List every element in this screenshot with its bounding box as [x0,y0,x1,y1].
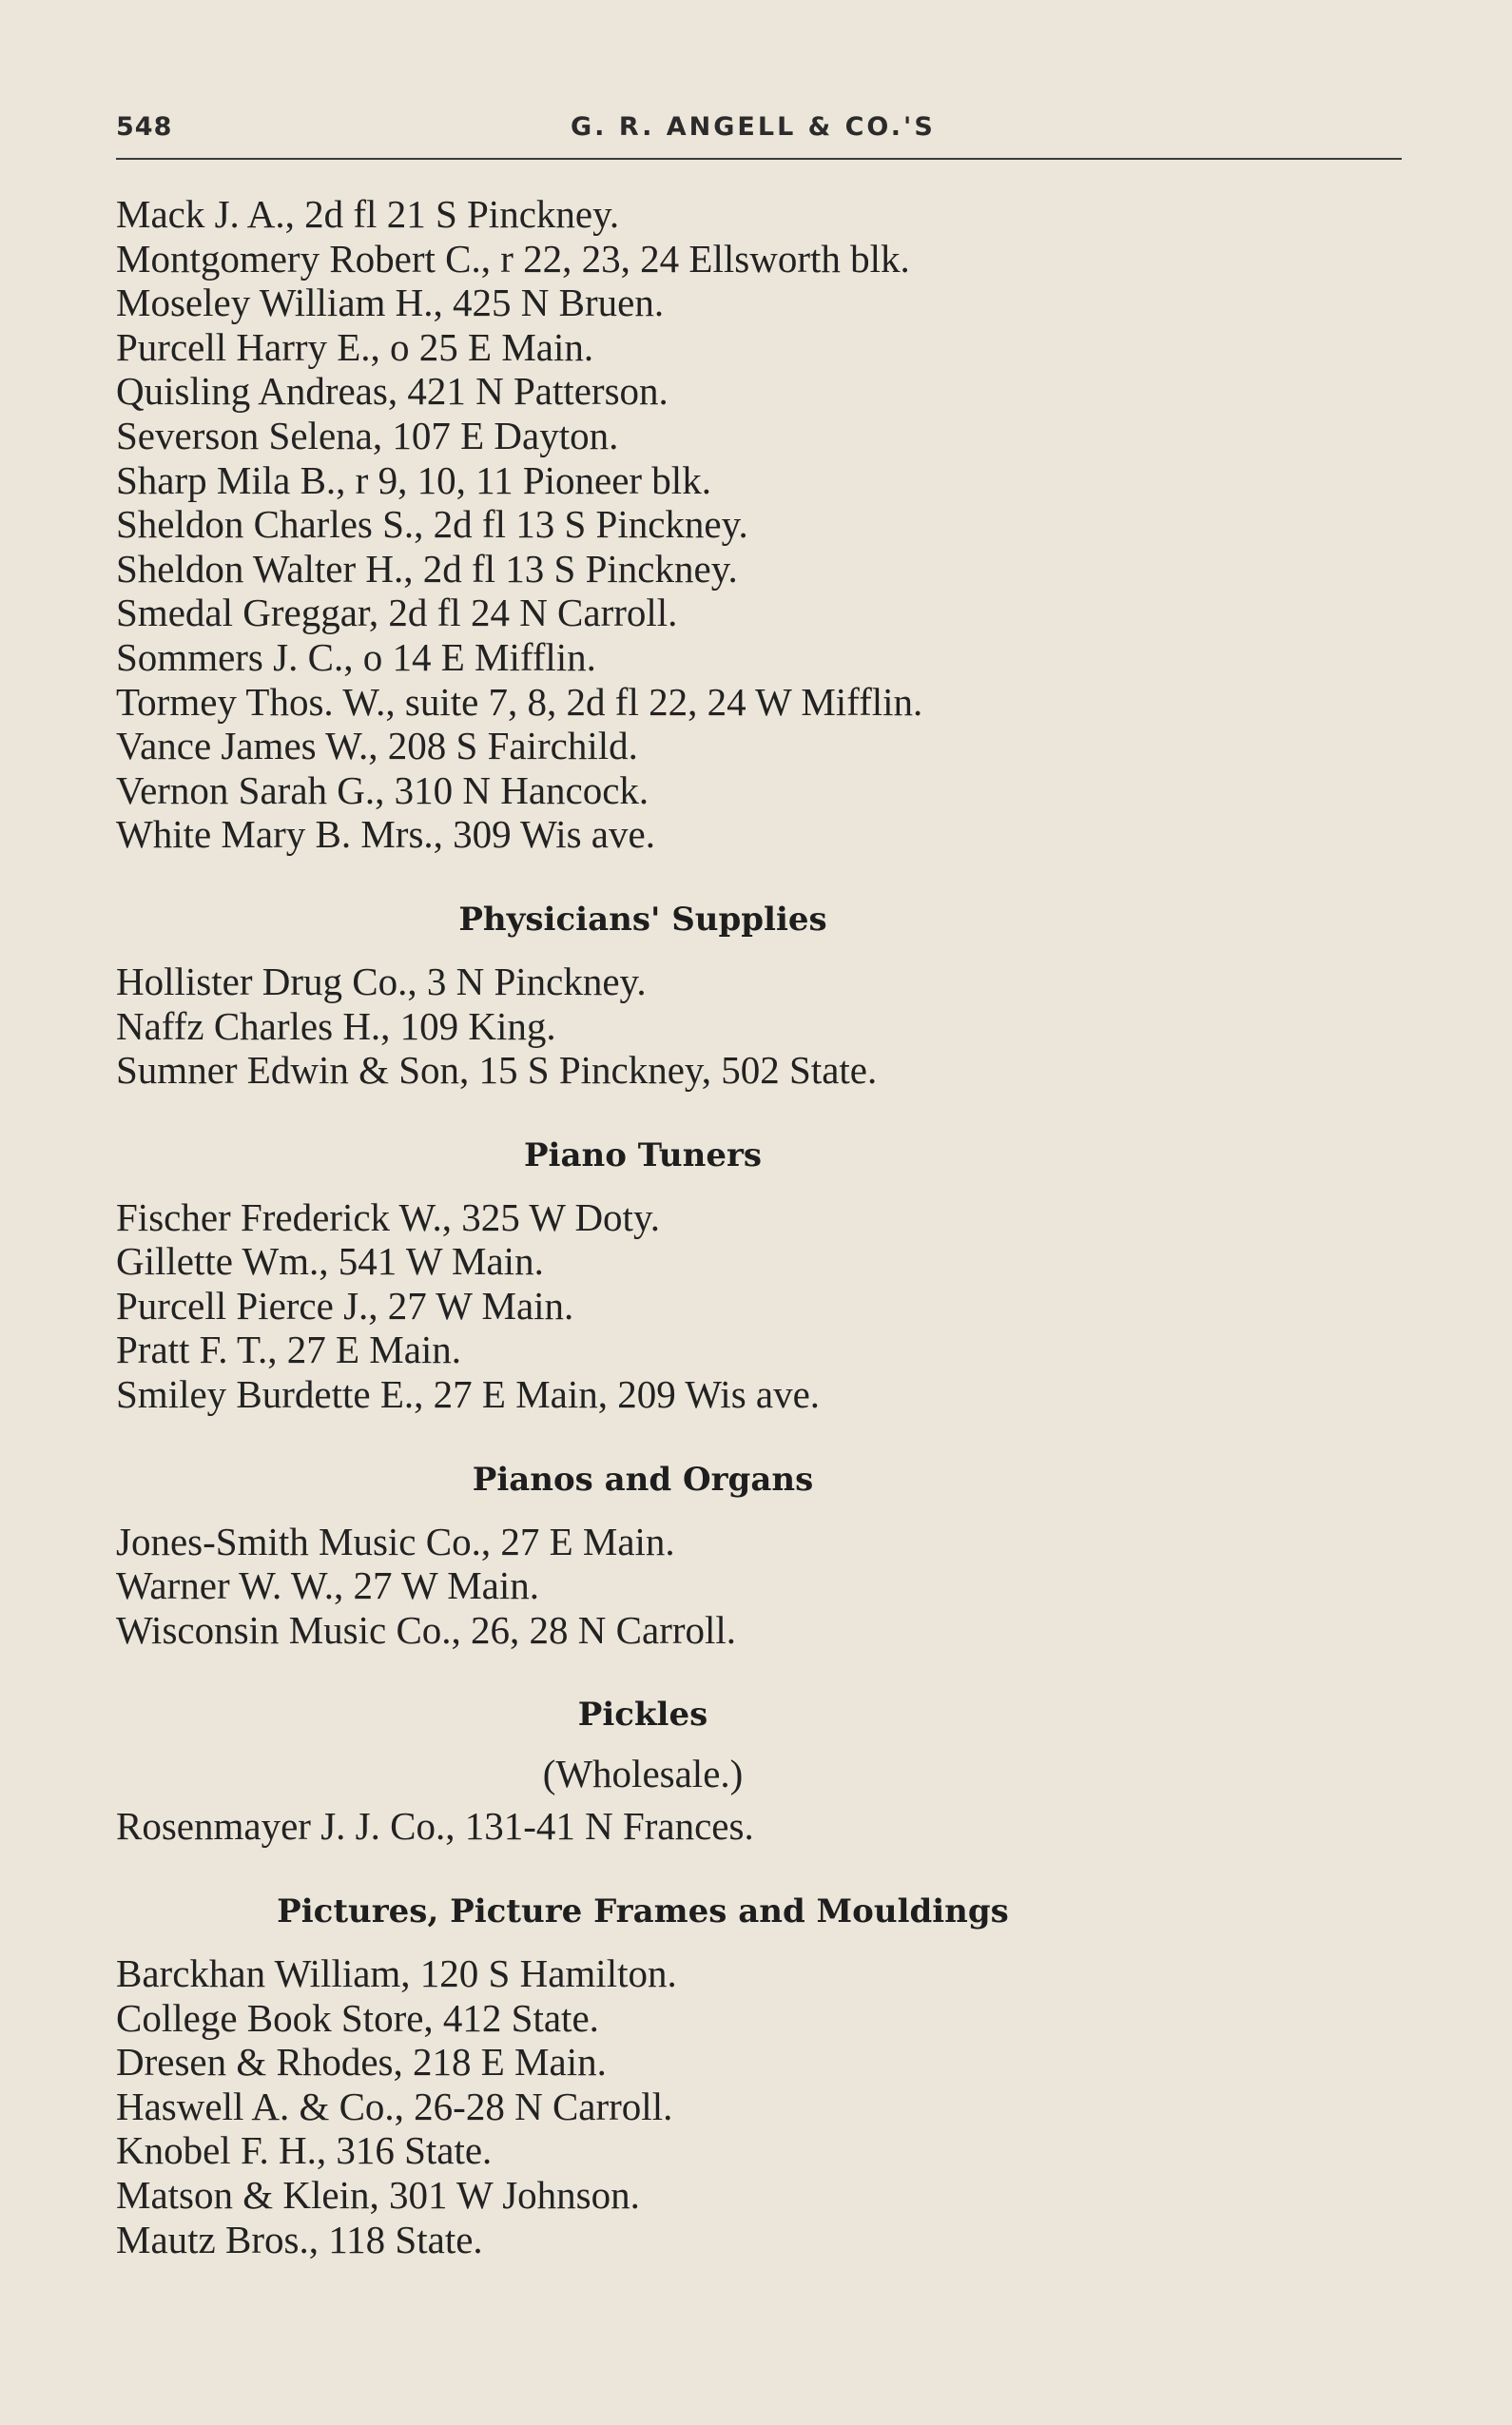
header-rule [116,158,1402,160]
list-item: Smedal Greggar, 2d fl 24 N Carroll. [116,591,678,635]
section-heading: Physicians' Supplies [458,900,827,939]
list-item: Gillette Wm., 541 W Main. [116,1239,544,1284]
list-item: Purcell Pierce J., 27 W Main. [116,1283,574,1328]
list-item: Sumner Edwin & Son, 15 S Pinckney, 502 State. [116,1048,878,1093]
list-item: White Mary B. Mrs., 309 Wis ave. [116,812,655,857]
list-item: Montgomery Robert C., r 22, 23, 24 Ellsworth blk. [116,236,910,281]
section-pictures-frames-mouldings [116,1891,1238,2261]
section-pianos-and-organs [116,1459,1238,1653]
list-item: Naffz Charles H., 109 King. [116,1003,556,1048]
list-item: Smiley Burdette E., 27 E Main, 209 Wis ave. [116,1372,821,1417]
list-item: Jones-Smith Music Co., 27 E Main. [116,1519,675,1563]
section-heading: Pianos and Organs [472,1460,814,1499]
page-number: 548 [116,112,173,142]
list-item: Matson & Klein, 301 W Johnson. [116,2173,640,2217]
list-item: Mautz Bros., 118 State. [116,2217,483,2261]
list-item: Haswell A. & Co., 26-28 N Carroll. [116,2084,673,2128]
list-item: Vance James W., 208 S Fairchild. [116,724,638,768]
section-heading: Piano Tuners [523,1135,763,1174]
list-item: Vernon Sarah G., 310 N Hancock. [116,767,649,812]
running-head: G. R. ANGELL & CO.'S [571,112,936,142]
list-item: Mack J. A., 2d fl 21 S Pinckney. [116,192,620,236]
list-item: Moseley William H., 425 N Bruen. [116,281,665,325]
list-item: Rosenmayer J. J. Co., 131-41 N Frances. [116,1804,754,1849]
list-item: Fischer Frederick W., 325 W Doty. [116,1194,661,1239]
continued-listing [116,192,1238,857]
section-subheading: (Wholesale.) [542,1752,744,1796]
list-item: Pratt F. T., 27 E Main. [116,1328,462,1372]
page-header [116,107,1402,164]
section-physicians-supplies [116,899,1238,1093]
list-item: Sharp Mila B., r 9, 10, 11 Pioneer blk. [116,457,711,502]
list-item: Wisconsin Music Co., 26, 28 N Carroll. [116,1607,737,1652]
list-item: Quisling Andreas, 421 N Patterson. [116,369,669,414]
list-item: Sheldon Walter H., 2d fl 13 S Pinckney. [116,546,738,591]
list-item: Hollister Drug Co., 3 N Pinckney. [116,959,647,1003]
list-item: Sheldon Charles S., 2d fl 13 S Pinckney. [116,502,748,547]
list-item: Knobel F. H., 316 State. [116,2128,493,2173]
list-item: College Book Store, 412 State. [116,1995,599,2040]
list-item: Purcell Harry E., o 25 E Main. [116,324,594,369]
section-heading: Pictures, Picture Frames and Mouldings [277,1892,1009,1931]
section-pickles [116,1694,1238,1849]
page-content [116,192,1238,2261]
list-item: Sommers J. C., o 14 E Mifflin. [116,634,596,679]
list-item: Tormey Thos. W., suite 7, 8, 2d fl 22, 24 W Mifflin. [116,679,923,724]
list-item: Barckhan William, 120 S Hamilton. [116,1951,677,1996]
section-heading: Pickles [577,1696,708,1735]
list-item: Warner W. W., 27 W Main. [116,1563,540,1608]
list-item: Dresen & Rhodes, 218 E Main. [116,2040,607,2085]
list-item: Severson Selena, 107 E Dayton. [116,413,619,457]
section-piano-tuners [116,1135,1238,1417]
